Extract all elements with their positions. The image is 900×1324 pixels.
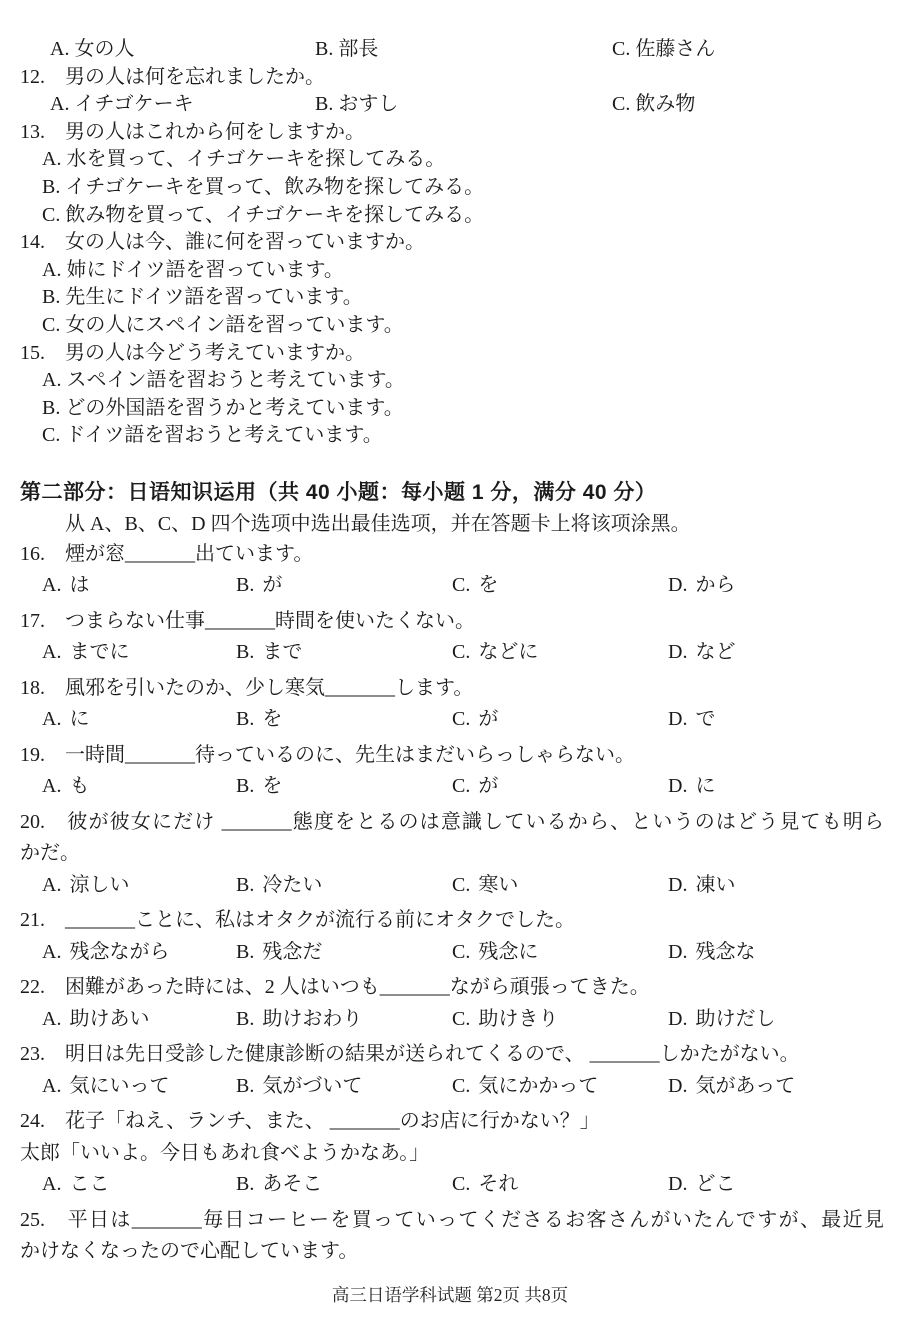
option-text: 凍い — [695, 873, 736, 896]
options-row — [20, 771, 884, 803]
option-text: が — [478, 708, 499, 731]
option-text: 助けおわり — [262, 1007, 363, 1030]
option-label: B. — [236, 873, 255, 896]
option-line: A. 姉にドイツ語を習っています。 — [42, 258, 344, 281]
option-text: も — [69, 775, 90, 798]
option-item — [236, 1004, 452, 1036]
option-text: 涼しい — [69, 873, 130, 896]
options-row — [20, 1071, 884, 1103]
option-label: A. — [42, 775, 62, 798]
option-line: B. イチゴケーキを買って、飲み物を探してみる。 — [42, 175, 485, 198]
option-line: A. スペイン語を習おうと考えています。 — [42, 369, 405, 392]
option-text: 気にいって — [69, 1074, 170, 1097]
option-text: まで — [262, 641, 303, 664]
option-text: 残念に — [478, 940, 539, 963]
option-text: イチゴケーキ — [74, 93, 194, 116]
option-item — [668, 1169, 884, 1201]
option-item — [668, 1071, 884, 1103]
question-line: 15. 男の人は今どう考えていますか。 — [20, 341, 365, 364]
option-item — [452, 570, 668, 602]
options-row — [20, 704, 884, 736]
option-label: C. — [452, 641, 471, 664]
option-item — [612, 36, 884, 64]
options-row — [20, 570, 884, 602]
option-item — [236, 771, 452, 803]
options-row — [20, 91, 884, 119]
option-text: ここ — [69, 1173, 110, 1196]
option-item — [236, 570, 452, 602]
option-item — [612, 91, 884, 119]
option-label: B. — [236, 1173, 255, 1196]
option-item — [42, 1071, 236, 1103]
question-line: 17. つまらない仕事_______時間を使いたくない。 — [20, 609, 475, 632]
option-label: A. — [42, 574, 62, 597]
option-label: A. — [42, 940, 62, 963]
option-label: B. — [236, 775, 255, 798]
option-text: を — [262, 775, 283, 798]
option-item — [42, 870, 236, 902]
option-text: が — [478, 775, 499, 798]
instruction-line: 从 A、B、C、D 四个选项中选出最佳选项，并在答题卡上将该项涂黑。 — [65, 512, 691, 535]
option-item — [668, 1004, 884, 1036]
option-label: C. — [452, 574, 471, 597]
option-item — [42, 1169, 236, 1201]
option-label: C. — [452, 775, 471, 798]
question-continuation: かだ。 — [20, 842, 80, 865]
option-item — [236, 1071, 452, 1103]
option-item — [50, 36, 315, 64]
option-label: C. — [612, 38, 631, 60]
option-item — [452, 704, 668, 736]
question-line: 13. 男の人はこれから何をしますか。 — [20, 120, 365, 143]
option-label: B. — [236, 940, 255, 963]
option-item — [315, 36, 612, 64]
option-item — [452, 1071, 668, 1103]
option-line: C. 飲み物を買って、イチゴケーキを探してみる。 — [42, 203, 485, 226]
option-text: 部長 — [338, 38, 379, 60]
option-text: は — [69, 574, 90, 597]
option-label: D. — [668, 1173, 688, 1196]
option-text: 気がづいて — [262, 1074, 363, 1097]
option-label: C. — [612, 93, 631, 116]
option-item — [315, 91, 612, 119]
option-text: など — [695, 641, 736, 664]
option-label: C. — [452, 873, 471, 896]
option-item — [668, 870, 884, 902]
option-text: から — [695, 574, 736, 597]
question-line: 12. 男の人は何を忘れましたか。 — [20, 65, 325, 88]
option-text: を — [478, 574, 499, 597]
option-text: 気にかかって — [478, 1074, 599, 1097]
option-line: B. 先生にドイツ語を習っています。 — [42, 286, 363, 309]
option-label: A. — [42, 1074, 62, 1097]
option-item — [42, 704, 236, 736]
option-label: A. — [42, 1007, 62, 1030]
option-label: C. — [452, 1074, 471, 1097]
option-item — [236, 704, 452, 736]
option-label: A. — [42, 708, 62, 731]
option-item — [452, 637, 668, 669]
options-row — [20, 637, 884, 669]
option-item — [236, 1169, 452, 1201]
option-text: それ — [478, 1173, 519, 1196]
option-item — [452, 1004, 668, 1036]
option-label: B. — [236, 1074, 255, 1097]
option-label: C. — [452, 940, 471, 963]
option-text: 佐藤さん — [635, 38, 716, 60]
option-item — [50, 91, 315, 119]
option-text: どこ — [695, 1173, 736, 1196]
document-body — [20, 36, 884, 1268]
option-label: B. — [236, 1007, 255, 1030]
option-item — [236, 637, 452, 669]
option-label: B. — [315, 93, 334, 116]
question-continuation: 太郎「いいよ。今日もあれ食べようかなあ。」 — [20, 1141, 430, 1164]
option-item — [42, 637, 236, 669]
option-text: に — [695, 775, 716, 798]
question-line: 23. 明日は先日受診した健康診断の結果が送られてくるので、 _______しかたがない。 — [20, 1043, 800, 1066]
options-row — [20, 937, 884, 969]
question-line: 18. 風邪を引いたのか、少し寒気_______します。 — [20, 676, 474, 699]
option-item — [42, 1004, 236, 1036]
question-line: 14. 女の人は今、誰に何を習っていますか。 — [20, 231, 425, 254]
option-text: 助けだし — [695, 1007, 776, 1030]
option-label: B. — [236, 708, 255, 731]
option-text: 冷たい — [262, 873, 323, 896]
options-row — [20, 870, 884, 902]
option-label: D. — [668, 940, 688, 963]
option-line: A. 水を買って、イチゴケーキを探してみる。 — [42, 148, 446, 171]
option-label: A. — [42, 1173, 62, 1196]
option-label: D. — [668, 641, 688, 664]
option-text: を — [262, 708, 283, 731]
option-label: B. — [236, 574, 255, 597]
option-text: 残念な — [695, 940, 756, 963]
option-label: D. — [668, 873, 688, 896]
option-text: おすし — [338, 93, 399, 116]
question-line: 19. 一時間_______待っているのに、先生はまだいらっしゃらない。 — [20, 743, 635, 766]
option-item — [668, 704, 884, 736]
option-text: 残念ながら — [69, 940, 170, 963]
question-line: 16. 煙が窓_______出ています。 — [20, 542, 314, 565]
option-item — [452, 937, 668, 969]
page-footer: 高三日语学科试题 第2页 共8页 — [331, 1285, 569, 1305]
option-item — [668, 637, 884, 669]
option-label: A. — [50, 93, 70, 116]
option-label: D. — [668, 1074, 688, 1097]
option-text: などに — [478, 641, 539, 664]
option-text: に — [69, 708, 90, 731]
option-label: D. — [668, 708, 688, 731]
option-label: A. — [50, 38, 70, 60]
option-label: D. — [668, 1007, 688, 1030]
option-label: A. — [42, 641, 62, 664]
option-text: で — [695, 708, 716, 731]
option-text: 助けきり — [478, 1007, 559, 1030]
question-line: 20. 彼が彼女にだけ _______態度をとるのは意識しているから、というのはどう見ても明ら — [20, 810, 884, 833]
question-line: 22. 困難があった時には、2 人はいつも_______ながら頑張ってきた。 — [20, 976, 650, 999]
option-item — [668, 771, 884, 803]
option-label: D. — [668, 574, 688, 597]
option-item — [452, 1169, 668, 1201]
option-item — [42, 771, 236, 803]
option-text: までに — [69, 641, 130, 664]
question-line: 24. 花子「ねえ、ランチ、また、 _______のお店に行かない？」 — [20, 1110, 600, 1133]
option-label: A. — [42, 873, 62, 896]
option-text: 気があって — [695, 1074, 796, 1097]
option-text: 飲み物 — [635, 93, 696, 116]
option-text: 助けあい — [69, 1007, 150, 1030]
option-line: C. ドイツ語を習おうと考えています。 — [42, 424, 383, 447]
option-item — [236, 937, 452, 969]
option-line: B. どの外国語を習うかと考えています。 — [42, 396, 404, 419]
option-text: 残念だ — [262, 940, 323, 963]
option-item — [452, 771, 668, 803]
option-label: B. — [236, 641, 255, 664]
option-item — [42, 937, 236, 969]
option-line: C. 女の人にスペイン語を習っています。 — [42, 313, 404, 336]
options-row — [20, 1004, 884, 1036]
option-label: C. — [452, 1173, 471, 1196]
options-row — [20, 1169, 884, 1201]
section-header: 第二部分：日语知识运用（共 40 小题：每小题 1 分，满分 40 分） — [20, 480, 657, 504]
option-item — [668, 937, 884, 969]
option-item — [42, 570, 236, 602]
question-line: 25. 平日は_______毎日コーヒーを買っていってくださるお客さんがいたんですが、最近見 — [20, 1208, 884, 1231]
option-text: あそこ — [262, 1173, 323, 1196]
option-label: C. — [452, 1007, 471, 1030]
option-item — [668, 570, 884, 602]
option-label: B. — [315, 38, 334, 60]
option-item — [236, 870, 452, 902]
options-row — [20, 36, 884, 64]
option-label: D. — [668, 775, 688, 798]
option-text: が — [262, 574, 283, 597]
option-text: 女の人 — [74, 38, 135, 60]
option-text: 寒い — [478, 873, 519, 896]
option-item — [452, 870, 668, 902]
question-continuation: かけなくなったので心配しています。 — [20, 1240, 359, 1263]
option-label: C. — [452, 708, 471, 731]
question-line: 21. _______ことに、私はオタクが流行る前にオタクでした。 — [20, 909, 575, 932]
